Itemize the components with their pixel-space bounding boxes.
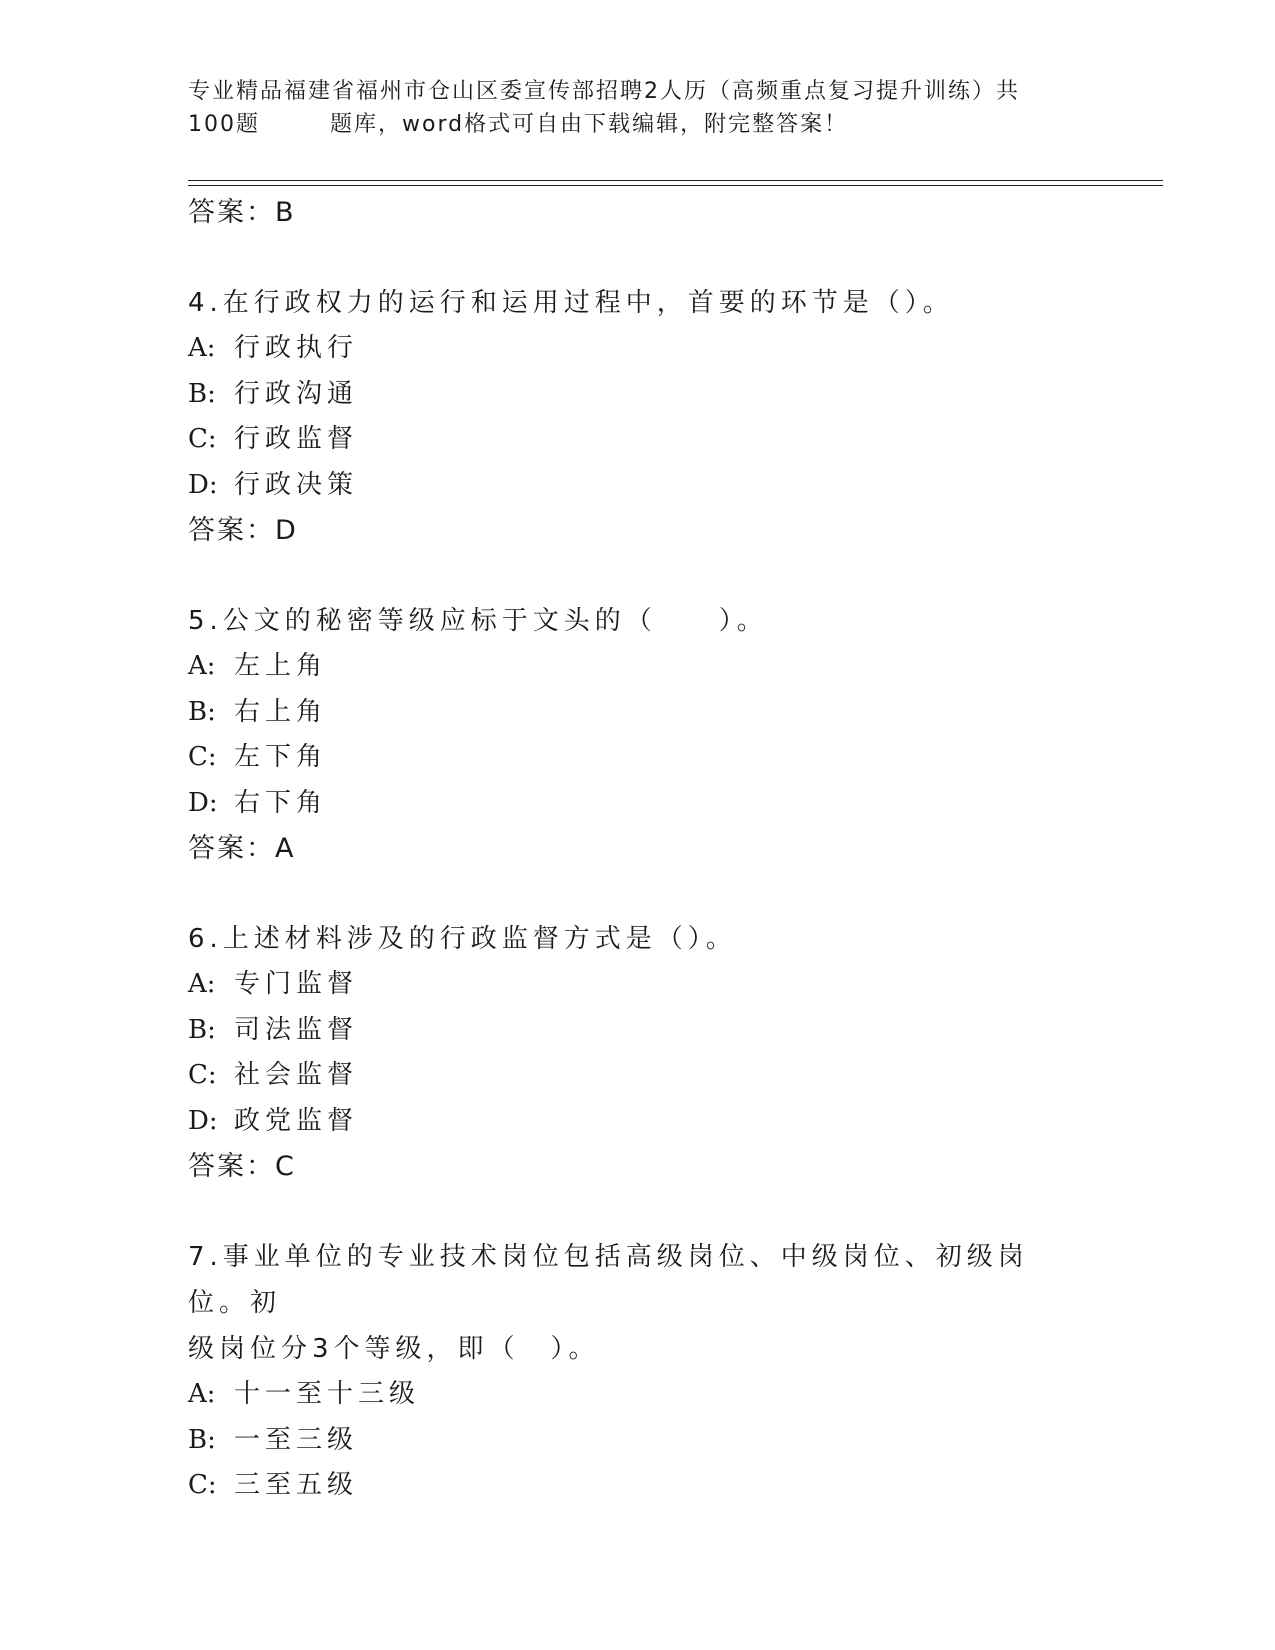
option-c — [188, 1463, 1088, 1509]
question-text: 5.公文的秘密等级应标于文头的（ ）。 — [188, 606, 768, 636]
question-text-line1: 7.事业单位的专业技术岗位包括高级岗位、中级岗位、初级岗位。初 — [188, 1242, 1029, 1318]
option-letter: C: — [188, 1470, 217, 1500]
option-a — [188, 962, 1088, 1008]
option-letter: A: — [188, 333, 216, 363]
option-b — [188, 1008, 1088, 1054]
option-letter: A: — [188, 969, 216, 999]
option-letter: C: — [188, 1060, 217, 1090]
option-text: 行政沟通 — [234, 378, 359, 409]
header-title-line1: 专业精品福建省福州市仓山区委宣传部招聘2人历（高频重点复习提升训练）共 — [188, 79, 1020, 104]
option-text: 政党监督 — [234, 1105, 359, 1136]
option-text: 十一至十三级 — [234, 1379, 421, 1409]
option-text: 行政执行 — [234, 333, 359, 363]
answer-line: 答案：D — [188, 515, 298, 546]
header-divider-top — [188, 180, 1163, 181]
question-text: 4.在行政权力的运行和运用过程中，首要的环节是（）。 — [188, 288, 954, 318]
question-list — [188, 190, 1088, 1509]
answer-line: 答案：B — [188, 197, 296, 228]
option-letter: B: — [188, 1424, 216, 1455]
option-text: 左下角 — [234, 742, 328, 772]
option-text: 行政监督 — [234, 424, 359, 454]
option-letter: C: — [188, 742, 217, 772]
header-divider-bottom — [188, 185, 1163, 186]
question-block — [188, 280, 1088, 554]
question-block — [188, 598, 1088, 872]
question-text: 6.上述材料涉及的行政监督方式是（）。 — [188, 924, 737, 954]
option-a — [188, 326, 1088, 372]
question-block — [188, 1234, 1088, 1509]
option-letter: D: — [188, 1105, 218, 1136]
option-b — [188, 690, 1088, 736]
header-title-line2 — [188, 108, 1068, 141]
option-d — [188, 463, 1088, 509]
question-count: 100题 — [188, 112, 260, 137]
question-text-line2: 级岗位分3个等级，即（ ）。 — [188, 1334, 600, 1364]
option-d — [188, 1099, 1088, 1145]
option-b — [188, 1418, 1088, 1464]
option-letter: C: — [188, 424, 217, 454]
option-text: 司法监督 — [234, 1014, 359, 1045]
option-text: 左上角 — [234, 651, 328, 681]
option-letter: A: — [188, 651, 216, 681]
option-a — [188, 644, 1088, 690]
option-text: 行政决策 — [234, 469, 359, 500]
header-title-rest: 题库，word格式可自由下载编辑，附完整答案！ — [330, 112, 849, 137]
option-d — [188, 781, 1088, 827]
option-a — [188, 1372, 1088, 1418]
option-b — [188, 372, 1088, 418]
option-text: 右下角 — [234, 787, 328, 818]
option-text: 三至五级 — [234, 1470, 359, 1500]
answer-line: 答案：A — [188, 833, 296, 864]
page-header — [188, 75, 1068, 141]
option-text: 专门监督 — [234, 969, 359, 999]
answer-line: 答案：C — [188, 1151, 296, 1182]
option-c — [188, 735, 1088, 781]
option-letter: D: — [188, 469, 218, 500]
option-text: 右上角 — [234, 696, 328, 727]
option-letter: B: — [188, 1014, 216, 1045]
option-c — [188, 1053, 1088, 1099]
option-letter: B: — [188, 378, 216, 409]
option-text: 社会监督 — [234, 1060, 359, 1090]
option-letter: D: — [188, 787, 218, 818]
option-c — [188, 417, 1088, 463]
option-letter: B: — [188, 696, 216, 727]
option-text: 一至三级 — [234, 1424, 359, 1455]
option-letter: A: — [188, 1379, 216, 1409]
question-block — [188, 916, 1088, 1190]
